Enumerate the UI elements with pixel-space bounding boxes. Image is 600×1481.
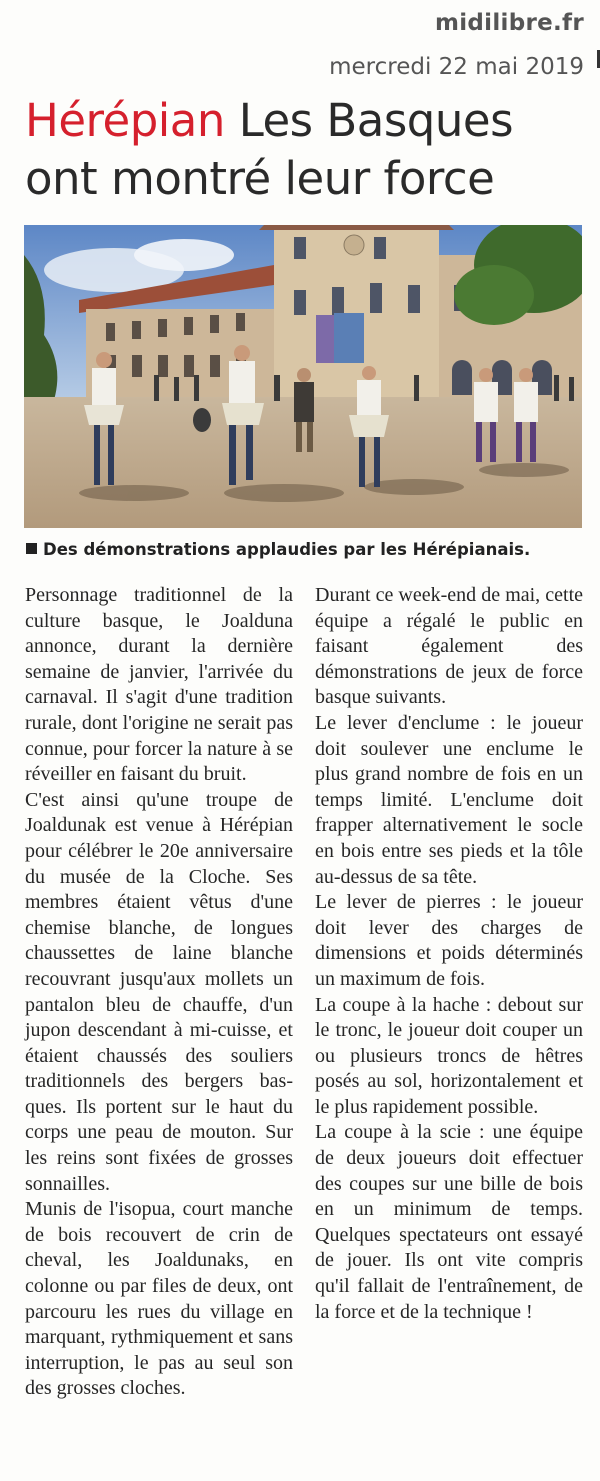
article-paragraph: Le lever d'enclume : le joueur doit soulever une enclume le plus grand nombre de fois en un temps limité. L'enclume doit frapper alternativement le socle en bois entre ses pieds et la tôle au-dessus de sa tête.	[315, 711, 583, 888]
article-paragraph: Personnage traditionnel de la culture basque, le Joalduna annonce, durant la dernière semaine de janvier, l'arrivée du carnaval. Il s'agit d'une tradition rurale, dont l'origine ne serait pas connue, pour forcer la nature à se réveiller en faisant du bruit.	[25, 584, 293, 786]
caption-bullet-icon	[26, 543, 37, 554]
article-column-1	[25, 583, 293, 1402]
caption-text: Des démonstrations applaudies par les Hérépianais.	[43, 540, 531, 559]
publication-date: mercredi 22 mai 2019	[329, 54, 584, 80]
article-photo	[24, 225, 582, 528]
photo-illustration	[24, 225, 582, 528]
article-column-2	[315, 583, 583, 1325]
headline	[25, 92, 590, 208]
article-paragraph: Le lever de pierres : le joueur doit lever des charges de dimensions et poids déterminés un maximum de fois.	[315, 891, 583, 990]
photo-caption	[26, 540, 586, 559]
headline-kicker: Hérépian	[25, 94, 225, 147]
article-paragraph: La coupe à la hache : debout sur le tronc, le joueur doit couper un ou plusieurs troncs de hêtres posés au sol, horizontalement et le plus rapidement possible.	[315, 993, 583, 1118]
newspaper-source: midilibre.fr	[434, 10, 584, 36]
article-paragraph: C'est ainsi qu'une troupe de Joaldunak est venue à Hérépian pour célébrer le 20e anniversaire du musée de la Cloche. Ses membres étaient vêtus d'une chemise blanche, de longues chaussettes de laine blanche recouvrant jusqu'aux mollets un pantalon bleu de chauffe, d'un jupon descendant à mi-cuisse, et étaient chaussés des souliers traditionnels des bergers basques. Ils portent sur le haut du corps une peau de mouton. Sur les reins sont fixées de grosses sonnailles.	[25, 788, 293, 1195]
article-paragraph: Durant ce week-end de mai, cette équipe a régalé le public en faisant également des démonstrations de jeux de force basque suivants.	[315, 584, 583, 709]
article-paragraph: Munis de l'isopua, court manche de bois recouvert de crin de cheval, les Joaldunaks, en colonne ou par files de deux, ont parcouru les rues du village en marquant, rythmiquement et sans interruption, le pas au seul son des grosses cloches.	[25, 1198, 293, 1400]
headline-title: Les Basques ont montré leur force	[25, 94, 514, 205]
article-paragraph: La coupe à la scie : une équipe de deux joueurs doit effectuer des coupes sur une bille de bois en un minimum de temps. Quelques spectateurs ont essayé de jouer. Ils ont vite compris qu'il fallait de l'entraînement, de la force et de la technique !	[315, 1121, 583, 1323]
